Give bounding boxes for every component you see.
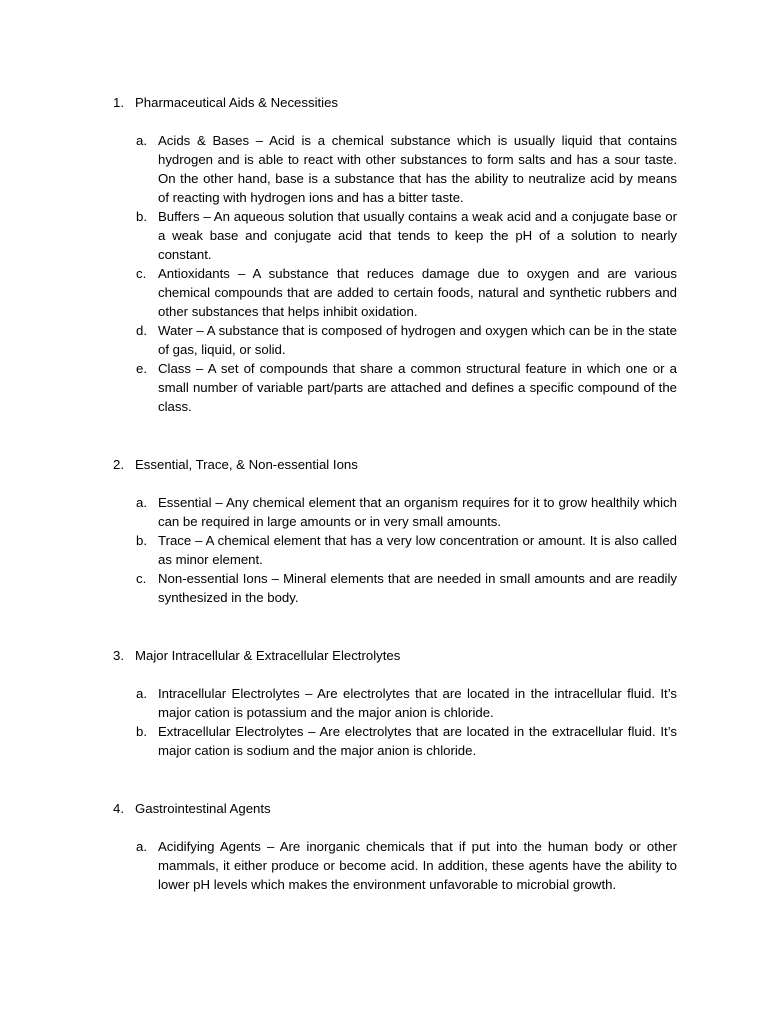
section-number: 2. — [113, 457, 124, 472]
item-list — [0, 837, 768, 894]
item-text: Water – A substance that is composed of hydrogen and oxygen which can be in the state of gas, liquid, or solid. — [158, 323, 677, 357]
item-letter: b. — [136, 724, 147, 739]
list-item — [0, 207, 768, 264]
item-letter: b. — [136, 209, 147, 224]
list-item — [0, 131, 768, 207]
item-text: Extracellular Electrolytes – Are electrolytes that are located in the extracellular fluid. It’s major cation is sodium and the major anion is chloride. — [158, 724, 677, 758]
list-item — [0, 684, 768, 722]
section-essential-ions — [0, 455, 768, 607]
section-title: Essential, Trace, & Non-essential Ions — [135, 457, 358, 472]
item-letter: b. — [136, 533, 147, 548]
item-text: Essential – Any chemical element that an organism requires for it to grow healthily which can be required in large amounts or in very small amounts. — [158, 495, 677, 529]
section-number: 3. — [113, 648, 124, 663]
list-item — [0, 321, 768, 359]
item-text: Acidifying Agents – Are inorganic chemicals that if put into the human body or other mammals, it either produce or become acid. In addition, these agents have the ability to lower pH levels which makes the environment unfavorable to microbial growth. — [158, 839, 677, 892]
item-text: Intracellular Electrolytes – Are electrolytes that are located in the intracellular fluid. It’s major cation is potassium and the major anion is chloride. — [158, 686, 677, 720]
item-letter: d. — [136, 323, 147, 338]
item-letter: c. — [136, 266, 147, 281]
item-list — [0, 493, 768, 607]
list-item — [0, 359, 768, 416]
item-text: Antioxidants – A substance that reduces damage due to oxygen and are various chemical compounds that are added to certain foods, natural and synthetic rubbers and other substances that helps inhibit oxidation. — [158, 266, 677, 319]
section-title: Major Intracellular & Extracellular Electrolytes — [135, 648, 401, 663]
section-heading — [0, 646, 768, 665]
item-text: Acids & Bases – Acid is a chemical substance which is usually liquid that contains hydrogen and is able to react with other substances to form salts and has a sour taste. On the other hand, base is a substance that has the ability to neutralize acid by means of reacting with hydrogen ions and has a bitter taste. — [158, 133, 677, 205]
item-letter: a. — [136, 133, 147, 148]
item-letter: e. — [136, 361, 147, 376]
list-item — [0, 569, 768, 607]
section-title: Pharmaceutical Aids & Necessities — [135, 95, 339, 110]
section-pharmaceutical-aids — [0, 93, 768, 416]
item-letter: a. — [136, 686, 147, 701]
section-number: 4. — [113, 801, 124, 816]
item-text: Buffers – An aqueous solution that usually contains a weak acid and a conjugate base or a weak base and conjugate acid that tends to keep the pH of a solution to nearly constant. — [158, 209, 677, 262]
item-letter: c. — [136, 571, 147, 586]
section-title: Gastrointestinal Agents — [135, 801, 271, 816]
list-item — [0, 264, 768, 321]
list-item — [0, 493, 768, 531]
list-item — [0, 722, 768, 760]
section-heading — [0, 93, 768, 112]
item-letter: a. — [136, 495, 147, 510]
list-item — [0, 531, 768, 569]
list-item — [0, 837, 768, 894]
item-letter: a. — [136, 839, 147, 854]
section-gastrointestinal-agents — [0, 799, 768, 894]
item-text: Trace – A chemical element that has a very low concentration or amount. It is also called as minor element. — [158, 533, 677, 567]
item-text: Class – A set of compounds that share a common structural feature in which one or a small number of variable part/parts are attached and defines a specific compound of the class. — [158, 361, 677, 414]
item-text: Non-essential Ions – Mineral elements that are needed in small amounts and are readily synthesized in the body. — [158, 571, 677, 605]
section-electrolytes — [0, 646, 768, 760]
section-heading — [0, 799, 768, 818]
item-list — [0, 131, 768, 416]
section-heading — [0, 455, 768, 474]
item-list — [0, 684, 768, 760]
section-number: 1. — [113, 95, 124, 110]
